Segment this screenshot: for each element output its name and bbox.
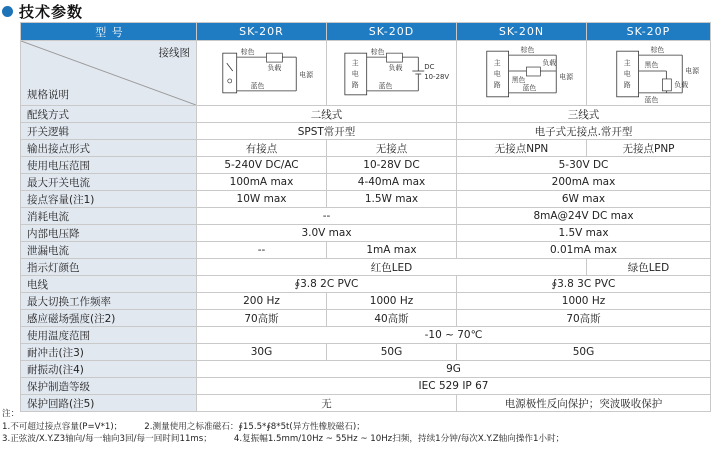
svg-text:棕色: 棕色 <box>370 48 385 57</box>
notes-line-2 <box>2 433 564 446</box>
value-cell: -- <box>197 242 327 259</box>
wiring-diagram-label: 接线图 <box>158 47 190 59</box>
row-label: 保护制造等级 <box>21 378 197 395</box>
note-1: 1.不可超过接点容量(P=V*1)； <box>2 421 123 432</box>
spec-row <box>21 106 711 123</box>
row-label: 最大切换工作频率 <box>21 293 197 310</box>
value-cell: 无 <box>197 395 457 412</box>
value-cell: 50G <box>327 344 457 361</box>
model-sk20n: SK-20N <box>457 23 587 41</box>
row-label: 最大开关电流 <box>21 174 197 191</box>
pnp-circuit-icon <box>587 41 710 105</box>
spec-row <box>21 310 711 327</box>
row-label: 配线方式 <box>21 106 197 123</box>
value-cell: -10 ~ 70℃ <box>197 327 711 344</box>
value-cell: 30G <box>197 344 327 361</box>
value-cell: IEC 529 IP 67 <box>197 378 711 395</box>
spec-row <box>21 208 711 225</box>
value-cell: 无接点 <box>327 140 457 157</box>
spec-row <box>21 157 711 174</box>
svg-text:主: 主 <box>351 59 359 68</box>
row-label: 消耗电流 <box>21 208 197 225</box>
svg-text:负载: 负载 <box>542 59 557 68</box>
value-cell: 9G <box>197 361 711 378</box>
svg-text:蓝色: 蓝色 <box>522 83 537 92</box>
notes-title: 注： <box>2 409 20 419</box>
spec-row <box>21 327 711 344</box>
row-label: 使用温度范围 <box>21 327 197 344</box>
svg-text:10-28V: 10-28V <box>424 72 450 81</box>
value-cell: 50G <box>457 344 711 361</box>
svg-text:黑色: 黑色 <box>511 75 526 84</box>
value-cell: ∮3.8 3C PVC <box>457 276 711 293</box>
spec-row <box>21 191 711 208</box>
value-cell: 1000 Hz <box>457 293 711 310</box>
svg-text:负载: 负载 <box>267 64 282 73</box>
svg-text:DC: DC <box>424 63 435 72</box>
value-cell: 8mA@24V DC max <box>457 208 711 225</box>
row-label: 耐振动(注4) <box>21 361 197 378</box>
value-cell: 200 Hz <box>197 293 327 310</box>
svg-text:棕色: 棕色 <box>520 46 535 55</box>
npn-circuit-icon <box>457 41 586 105</box>
value-cell: 电源极性反向保护；突波吸收保护 <box>457 395 711 412</box>
value-cell: 6W max <box>457 191 711 208</box>
svg-text:主: 主 <box>493 59 501 68</box>
value-cell: 1000 Hz <box>327 293 457 310</box>
value-cell: 红色LED <box>197 259 587 276</box>
spec-row <box>21 174 711 191</box>
value-cell: 70高斯 <box>197 310 327 327</box>
spec-row <box>21 276 711 293</box>
svg-text:电源: 电源 <box>559 72 574 81</box>
svg-text:棕色: 棕色 <box>240 48 255 57</box>
value-cell: 100mA max <box>197 174 327 191</box>
svg-text:黑色: 黑色 <box>644 61 659 70</box>
reed-switch-circuit-icon <box>197 41 326 105</box>
notes-line-1 <box>2 421 564 434</box>
row-label: 输出接点形式 <box>21 140 197 157</box>
row-label: 指示灯颜色 <box>21 259 197 276</box>
value-cell: 3.0V max <box>197 225 457 242</box>
value-cell: 无接点PNP <box>587 140 711 157</box>
row-label: 使用电压范围 <box>21 157 197 174</box>
value-cell: 1.5W max <box>327 191 457 208</box>
svg-text:路: 路 <box>623 80 631 89</box>
value-cell: 二线式 <box>197 106 457 123</box>
wiring-corner-cell <box>21 41 197 106</box>
row-label: 耐冲击(注3) <box>21 344 197 361</box>
row-label: 开关逻辑 <box>21 123 197 140</box>
model-header-row <box>21 23 711 41</box>
wiring-diagram-sk20r <box>197 41 327 106</box>
value-cell: 70高斯 <box>457 310 711 327</box>
value-cell: 有接点 <box>197 140 327 157</box>
spec-row <box>21 344 711 361</box>
value-cell: 无接点NPN <box>457 140 587 157</box>
svg-text:路: 路 <box>493 80 501 89</box>
svg-text:电: 电 <box>623 69 631 78</box>
section-title: 技术参数 <box>19 2 84 21</box>
value-cell: SPST常开型 <box>197 123 457 140</box>
value-cell: 5-30V DC <box>457 157 711 174</box>
svg-text:蓝色: 蓝色 <box>378 81 393 90</box>
spec-row <box>21 123 711 140</box>
section-heading <box>2 0 83 22</box>
spec-row <box>21 361 711 378</box>
note-3: 3.正弦波/X.Y.Z3轴向/每一轴向3回/每一回时间11ms； <box>2 434 212 444</box>
value-cell: 10W max <box>197 191 327 208</box>
svg-text:蓝色: 蓝色 <box>644 95 659 104</box>
spec-row <box>21 293 711 310</box>
value-cell: 200mA max <box>457 174 711 191</box>
spec-table <box>20 22 711 412</box>
value-cell: 电子式无接点.常开型 <box>457 123 711 140</box>
svg-text:主: 主 <box>623 59 631 68</box>
value-cell: 1.5V max <box>457 225 711 242</box>
svg-text:电源: 电源 <box>685 67 700 75</box>
svg-text:负载: 负载 <box>388 64 403 73</box>
note-2: 2.测量使用之标准磁石：∮15.5*∮8*5t(异方性橡胶磁石)； <box>144 421 365 432</box>
svg-text:电: 电 <box>351 69 359 78</box>
spec-description-label: 规格说明 <box>27 89 69 101</box>
row-label: 感应磁场强度(注2) <box>21 310 197 327</box>
model-label: 型 号 <box>21 23 197 41</box>
footnotes <box>2 408 564 446</box>
wiring-diagram-sk20p <box>587 41 711 106</box>
solid-state-dc-circuit-icon <box>327 41 456 105</box>
model-sk20p: SK-20P <box>587 23 711 41</box>
spec-row <box>21 225 711 242</box>
row-label: 泄漏电流 <box>21 242 197 259</box>
value-cell: 4-40mA max <box>327 174 457 191</box>
value-cell: 1mA max <box>327 242 457 259</box>
value-cell: ∮3.8 2C PVC <box>197 276 457 293</box>
bullet-icon <box>2 6 13 17</box>
svg-text:负载: 负载 <box>674 80 689 89</box>
row-label: 接点容量(注1) <box>21 191 197 208</box>
value-cell: 5-240V DC/AC <box>197 157 327 174</box>
spec-row <box>21 140 711 157</box>
value-cell: 三线式 <box>457 106 711 123</box>
model-sk20r: SK-20R <box>197 23 327 41</box>
wiring-row <box>21 41 711 106</box>
value-cell: 绿色LED <box>587 259 711 276</box>
row-label: 电线 <box>21 276 197 293</box>
svg-text:电源: 电源 <box>299 70 314 79</box>
model-sk20d: SK-20D <box>327 23 457 41</box>
note-4: 4.复振幅1.5mm/10Hz ~ 55Hz ~ 10Hz扫频，持续1分钟/每次X.Y.Z轴向操作1小时； <box>233 434 565 444</box>
row-label: 内部电压降 <box>21 225 197 242</box>
row-label: 保护回路(注5) <box>21 395 197 412</box>
spec-row <box>21 378 711 395</box>
wiring-diagram-sk20n <box>457 41 587 106</box>
svg-text:路: 路 <box>351 80 359 89</box>
spec-row <box>21 242 711 259</box>
spec-row <box>21 259 711 276</box>
value-cell: 10-28V DC <box>327 157 457 174</box>
value-cell: 40高斯 <box>327 310 457 327</box>
svg-text:棕色: 棕色 <box>650 46 665 55</box>
value-cell: 0.01mA max <box>457 242 711 259</box>
svg-text:蓝色: 蓝色 <box>250 81 265 90</box>
svg-text:电: 电 <box>493 69 501 78</box>
value-cell: -- <box>197 208 457 225</box>
wiring-diagram-sk20d <box>327 41 457 106</box>
